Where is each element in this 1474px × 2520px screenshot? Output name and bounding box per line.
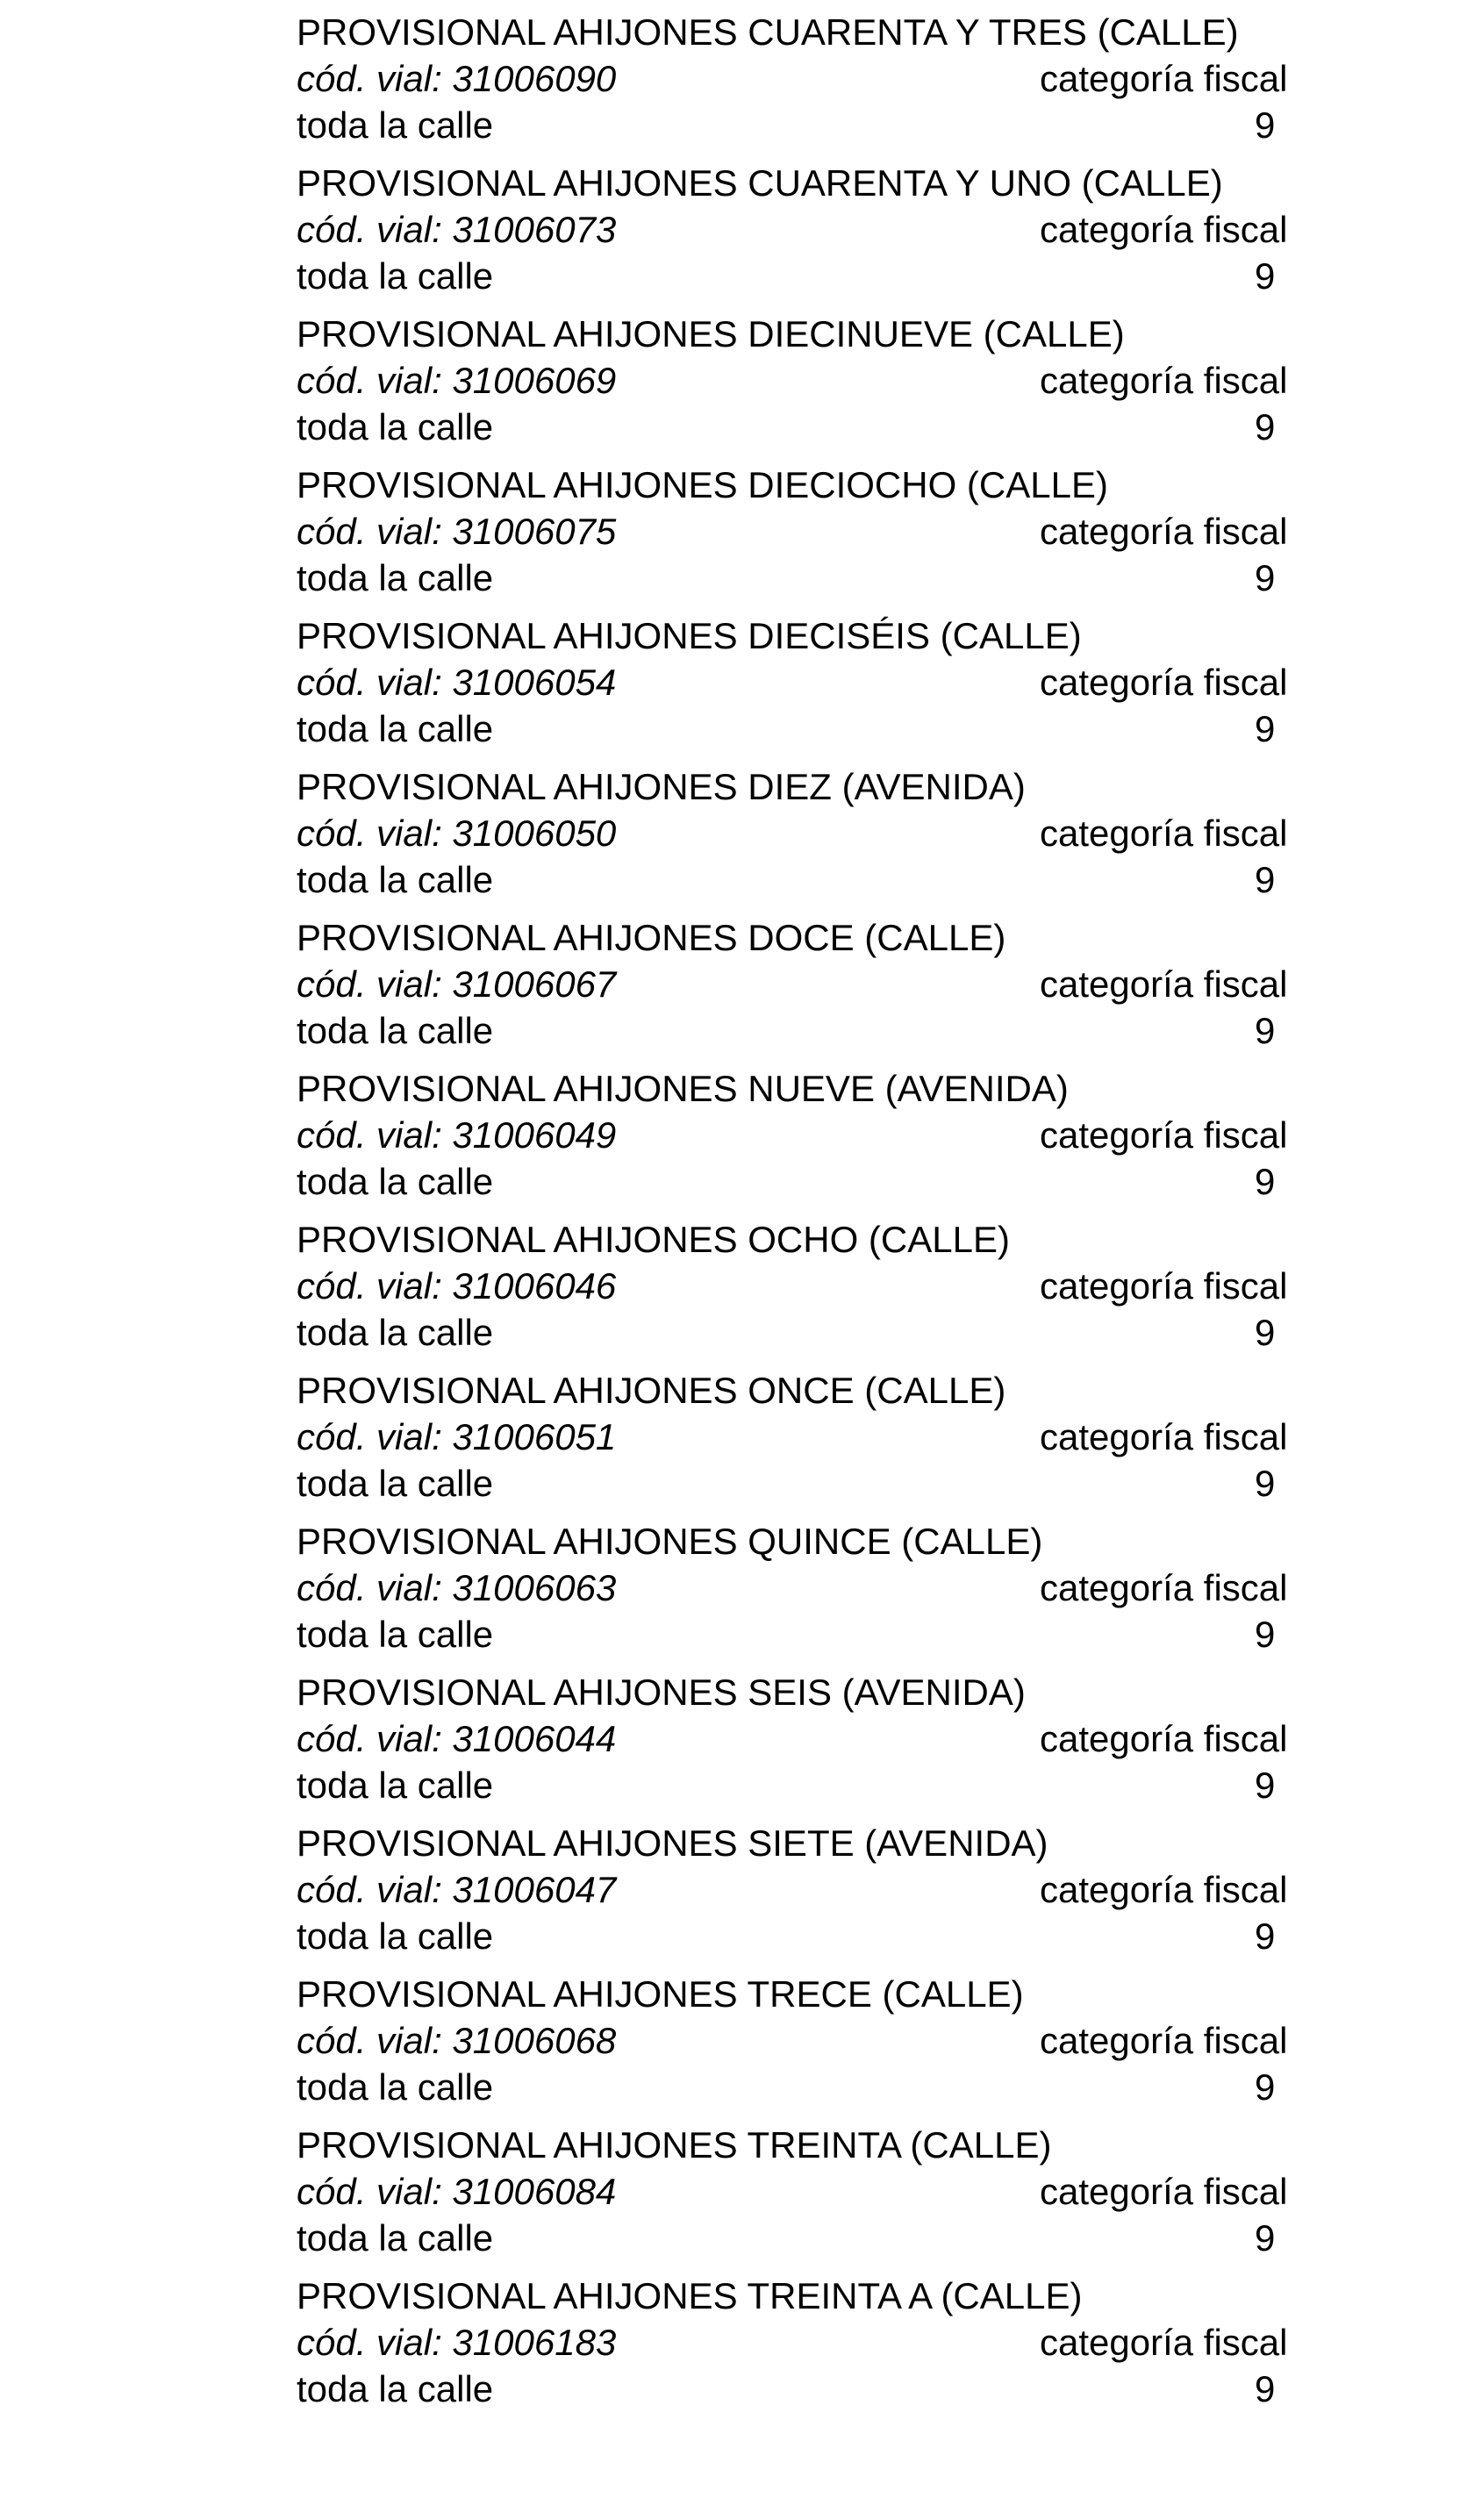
street-entry — [297, 2273, 1349, 2423]
street-name: PROVISIONAL AHIJONES NUEVE (AVENIDA) — [297, 1068, 1069, 1109]
category-label: categoría fiscal — [1040, 209, 1288, 250]
street-scope: toda la calle — [297, 708, 494, 749]
category-label: categoría fiscal — [1040, 2171, 1288, 2212]
street-name: PROVISIONAL AHIJONES TREINTA (CALLE) — [297, 2124, 1052, 2166]
street-name: PROVISIONAL AHIJONES DIEZ (AVENIDA) — [297, 766, 1026, 807]
category-label: categoría fiscal — [1040, 2020, 1288, 2061]
street-entry — [297, 311, 1349, 462]
street-entry — [297, 462, 1349, 612]
category-value: 9 — [1255, 2368, 1276, 2409]
street-name: PROVISIONAL AHIJONES DIECIOCHO (CALLE) — [297, 464, 1108, 505]
category-label: categoría fiscal — [1040, 1114, 1288, 1156]
street-name: PROVISIONAL AHIJONES SEIS (AVENIDA) — [297, 1672, 1026, 1713]
category-label: categoría fiscal — [1040, 2322, 1288, 2363]
street-name: PROVISIONAL AHIJONES TREINTA A (CALLE) — [297, 2275, 1083, 2316]
category-value: 9 — [1255, 104, 1276, 146]
street-scope: toda la calle — [297, 557, 494, 598]
category-label: categoría fiscal — [1040, 813, 1288, 854]
street-code: cód. vial: 31006084 — [297, 2171, 617, 2212]
street-entry — [297, 1065, 1349, 1216]
street-scope: toda la calle — [297, 1765, 494, 1806]
category-value: 9 — [1255, 2066, 1276, 2108]
category-label: categoría fiscal — [1040, 1718, 1288, 1759]
street-scope: toda la calle — [297, 255, 494, 297]
street-code: cód. vial: 31006183 — [297, 2322, 617, 2363]
street-scope: toda la calle — [297, 1915, 494, 1957]
category-value: 9 — [1255, 859, 1276, 900]
street-code: cód. vial: 31006054 — [297, 662, 617, 703]
street-entry — [297, 1367, 1349, 1518]
street-scope: toda la calle — [297, 1010, 494, 1051]
category-value: 9 — [1255, 1765, 1276, 1806]
street-entry — [297, 1820, 1349, 1971]
category-label: categoría fiscal — [1040, 1869, 1288, 1910]
category-value: 9 — [1255, 557, 1276, 598]
street-entry — [297, 612, 1349, 763]
category-value: 9 — [1255, 1463, 1276, 1504]
category-label: categoría fiscal — [1040, 360, 1288, 401]
category-label: categoría fiscal — [1040, 1567, 1288, 1608]
street-scope: toda la calle — [297, 859, 494, 900]
street-code: cód. vial: 31006073 — [297, 209, 617, 250]
street-code: cód. vial: 31006067 — [297, 963, 617, 1005]
street-scope: toda la calle — [297, 2368, 494, 2409]
street-code: cód. vial: 31006069 — [297, 360, 617, 401]
street-code: cód. vial: 31006047 — [297, 1869, 617, 1910]
street-entry — [297, 1518, 1349, 1669]
category-value: 9 — [1255, 1312, 1276, 1353]
category-label: categoría fiscal — [1040, 1265, 1288, 1307]
street-name: PROVISIONAL AHIJONES ONCE (CALLE) — [297, 1370, 1006, 1411]
street-code: cód. vial: 31006068 — [297, 2020, 617, 2061]
category-label: categoría fiscal — [1040, 963, 1288, 1005]
street-name: PROVISIONAL AHIJONES TRECE (CALLE) — [297, 1973, 1024, 2015]
street-scope: toda la calle — [297, 1161, 494, 1202]
street-scope: toda la calle — [297, 406, 494, 447]
street-scope: toda la calle — [297, 1463, 494, 1504]
street-code: cód. vial: 31006044 — [297, 1718, 617, 1759]
street-name: PROVISIONAL AHIJONES CUARENTA Y TRES (CALLE) — [297, 11, 1239, 53]
street-entry — [297, 1216, 1349, 1367]
street-scope: toda la calle — [297, 2217, 494, 2259]
category-value: 9 — [1255, 1915, 1276, 1957]
category-value: 9 — [1255, 1161, 1276, 1202]
street-entry — [297, 1971, 1349, 2122]
category-value: 9 — [1255, 2217, 1276, 2259]
street-entry — [297, 160, 1349, 311]
street-code: cód. vial: 31006051 — [297, 1416, 617, 1457]
street-code: cód. vial: 31006063 — [297, 1567, 617, 1608]
street-scope: toda la calle — [297, 1614, 494, 1655]
category-label: categoría fiscal — [1040, 662, 1288, 703]
street-code: cód. vial: 31006046 — [297, 1265, 617, 1307]
street-code: cód. vial: 31006049 — [297, 1114, 617, 1156]
street-entry — [297, 9, 1349, 160]
street-scope: toda la calle — [297, 104, 494, 146]
street-entry — [297, 914, 1349, 1065]
street-name: PROVISIONAL AHIJONES CUARENTA Y UNO (CALLE) — [297, 162, 1223, 204]
category-value: 9 — [1255, 708, 1276, 749]
street-scope: toda la calle — [297, 2066, 494, 2108]
street-entry — [297, 2122, 1349, 2273]
category-value: 9 — [1255, 406, 1276, 447]
street-entry — [297, 763, 1349, 914]
category-value: 9 — [1255, 1614, 1276, 1655]
category-value: 9 — [1255, 255, 1276, 297]
category-label: categoría fiscal — [1040, 1416, 1288, 1457]
street-name: PROVISIONAL AHIJONES OCHO (CALLE) — [297, 1219, 1010, 1260]
category-label: categoría fiscal — [1040, 511, 1288, 552]
street-name: PROVISIONAL AHIJONES DOCE (CALLE) — [297, 917, 1006, 958]
category-label: categoría fiscal — [1040, 58, 1288, 99]
street-name: PROVISIONAL AHIJONES SIETE (AVENIDA) — [297, 1822, 1048, 1864]
street-entry — [297, 1669, 1349, 1820]
street-code: cód. vial: 31006050 — [297, 813, 617, 854]
street-code: cód. vial: 31006075 — [297, 511, 617, 552]
street-name: PROVISIONAL AHIJONES DIECISÉIS (CALLE) — [297, 615, 1082, 656]
category-value: 9 — [1255, 1010, 1276, 1051]
street-name: PROVISIONAL AHIJONES DIECINUEVE (CALLE) — [297, 313, 1125, 354]
street-name: PROVISIONAL AHIJONES QUINCE (CALLE) — [297, 1521, 1043, 1562]
street-scope: toda la calle — [297, 1312, 494, 1353]
street-listing — [297, 9, 1349, 2423]
street-code: cód. vial: 31006090 — [297, 58, 617, 99]
